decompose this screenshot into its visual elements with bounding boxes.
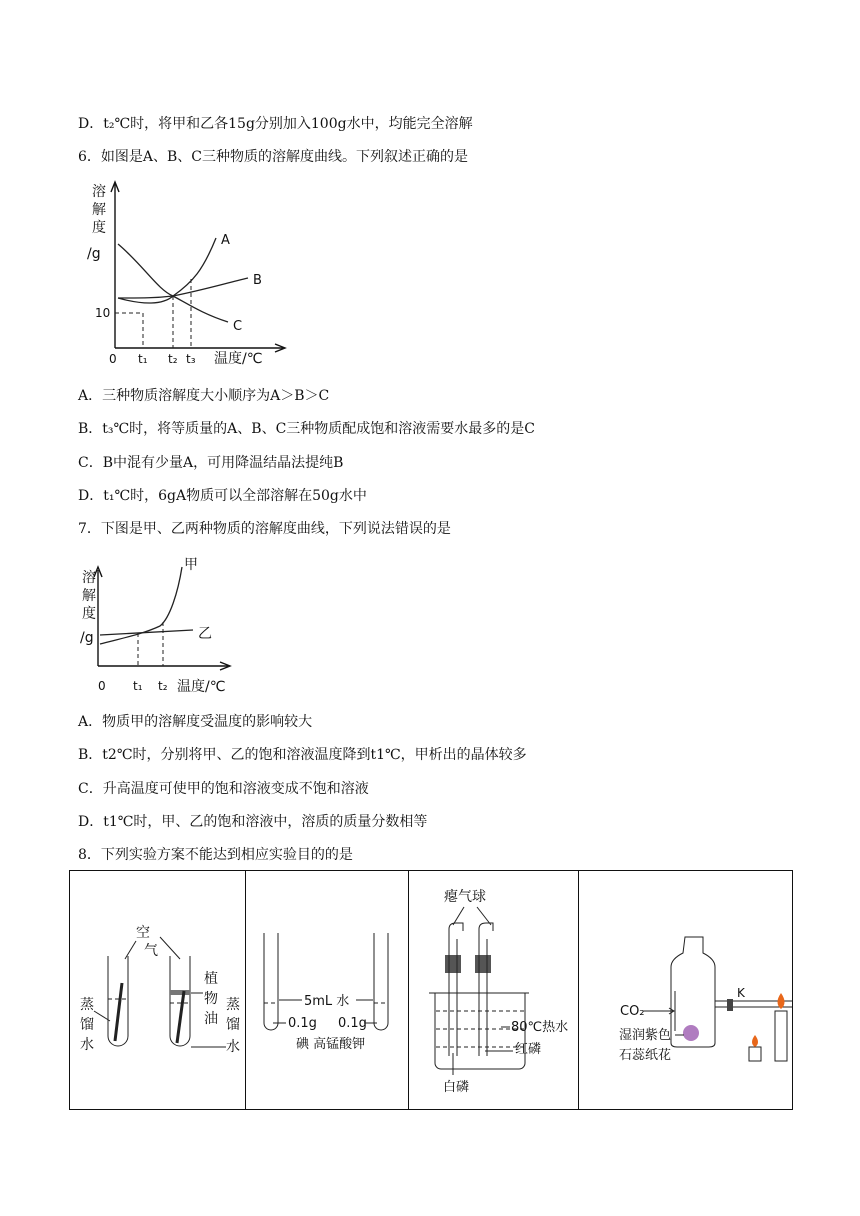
q6-ylabel-3: 度 [92,220,106,236]
q7-label-yi: 乙 [198,626,212,642]
q6-ylabel-1: 溶 [92,184,106,200]
q7-ylabel-3: 度 [82,606,96,622]
air-label-1: 空 [136,925,150,941]
white-phosphorus-label: 白磷 [443,1080,470,1095]
hot-water-label: 80℃热水 [511,1020,569,1035]
q5-option-d: D．t₂℃时，将甲和乙各15g分别加入100g水中，均能完全溶解 [78,116,473,132]
oil-layer [170,990,190,995]
balloon-label: 瘪气球 [444,889,486,905]
combustion-experiment-figure [409,871,578,1109]
air-label-2: 气 [144,943,158,959]
q7-xtick-t1: t₁ [133,679,143,693]
q7-ylabel-4: /g [80,630,94,646]
q7-stem: 7．下图是甲、乙两种物质的溶解度曲线，下列说法错误的是 [78,521,451,537]
q7-xtick-t2: t₂ [158,679,168,693]
q6-label-c: C [233,319,243,334]
permanganate-mass-label: 0.1g [338,1016,367,1031]
q6-xtick-t2: t₂ [168,352,178,366]
q8-stem: 8．下列实验方案不能达到相应实验目的的是 [78,847,353,863]
solute-names-label: 碘 高锰酸钾 [296,1037,366,1052]
q8-cell-4 [579,871,792,1109]
left-water-label-3: 水 [80,1037,94,1053]
q7-ylabel-1: 溶 [82,570,96,586]
candle-short [749,1047,761,1061]
oil-label-2: 物 [204,991,218,1007]
q6-xlabel: 温度/℃ [214,351,263,367]
q6-label-b: B [253,273,262,288]
flower-icon [683,1025,699,1041]
tube-right [170,956,190,1046]
q6-option-b: B．t₃℃时，将等质量的A、B、C三种物质配成饱和溶液需要水最多的是C [78,421,536,437]
q6-solubility-chart [78,180,308,370]
co2-label: CO₂ [620,1004,645,1019]
q6-option-d: D．t₁℃时，6gA物质可以全部溶解在50g水中 [78,488,367,504]
q7-option-c: C．升高温度可使甲的饱和溶液变成不饱和溶液 [78,781,369,797]
q8-experiment-table [69,870,793,1110]
q7-ylabel-2: 解 [82,588,96,604]
oil-label-1: 植 [204,971,218,987]
left-water-label-1: 蒸 [80,997,94,1013]
candle-tall [775,1011,787,1061]
red-phosphorus-label: 红磷 [515,1042,542,1057]
q6-xtick-t1: t₁ [138,352,148,366]
balloon-left [449,923,463,939]
dissolution-experiment-figure [246,871,408,1109]
q8-cell-1 [70,871,246,1109]
valve-k-label: K [737,986,745,1000]
nail-left [115,983,122,1041]
left-water-label-2: 馏 [80,1017,94,1033]
iodine-mass-label: 0.1g [288,1016,317,1031]
flower-label-2: 石蕊纸花 [619,1048,672,1063]
right-water-label-3: 水 [226,1039,240,1055]
q7-option-b: B．t2℃时，分别将甲、乙的饱和溶液温度降到t1℃，甲析出的晶体较多 [78,747,527,763]
co2-experiment-figure [579,871,792,1109]
q8-cell-2 [246,871,409,1109]
oil-label-3: 油 [204,1011,218,1027]
valve-k [727,999,733,1011]
right-water-label-2: 馏 [226,1017,240,1033]
q7-option-d: D．t1℃时，甲、乙的饱和溶液中，溶质的质量分数相等 [78,814,428,830]
q8-cell-3 [409,871,579,1109]
right-water-label-1: 蒸 [226,997,240,1013]
q6-option-a: A．三种物质溶解度大小顺序为A＞B＞C [78,388,330,404]
q6-option-c: C．B中混有少量A，可用降温结晶法提纯B [78,455,344,471]
tube-iodine [264,933,278,1030]
balloon-right [479,923,493,939]
q6-stem: 6．如图是A、B、C三种物质的溶解度曲线。下列叙述正确的是 [78,149,469,165]
water-volume-label: 5mL 水 [304,994,350,1009]
q6-label-a: A [221,233,230,248]
q6-ytick-10: 10 [95,306,111,320]
q6-ylabel-4: /g [87,246,101,262]
flower-label-1: 湿润紫色 [619,1028,672,1043]
q7-label-jia: 甲 [184,557,198,573]
nail-right [177,991,184,1043]
flame-short [752,1035,758,1047]
q7-xlabel: 温度/℃ [177,679,226,695]
q6-ylabel-2: 解 [92,202,106,218]
stopper-right [475,955,491,973]
rusting-experiment-figure [70,871,245,1109]
q6-xtick-0: 0 [109,352,117,366]
q6-xtick-t3: t₃ [186,352,196,366]
q7-option-a: A．物质甲的溶解度受温度的影响较大 [78,714,313,730]
q7-solubility-chart [78,552,248,697]
tube-permanganate [374,933,388,1030]
q7-xtick-0: 0 [98,679,106,693]
tube-left [108,956,128,1046]
stopper-left [445,955,461,973]
